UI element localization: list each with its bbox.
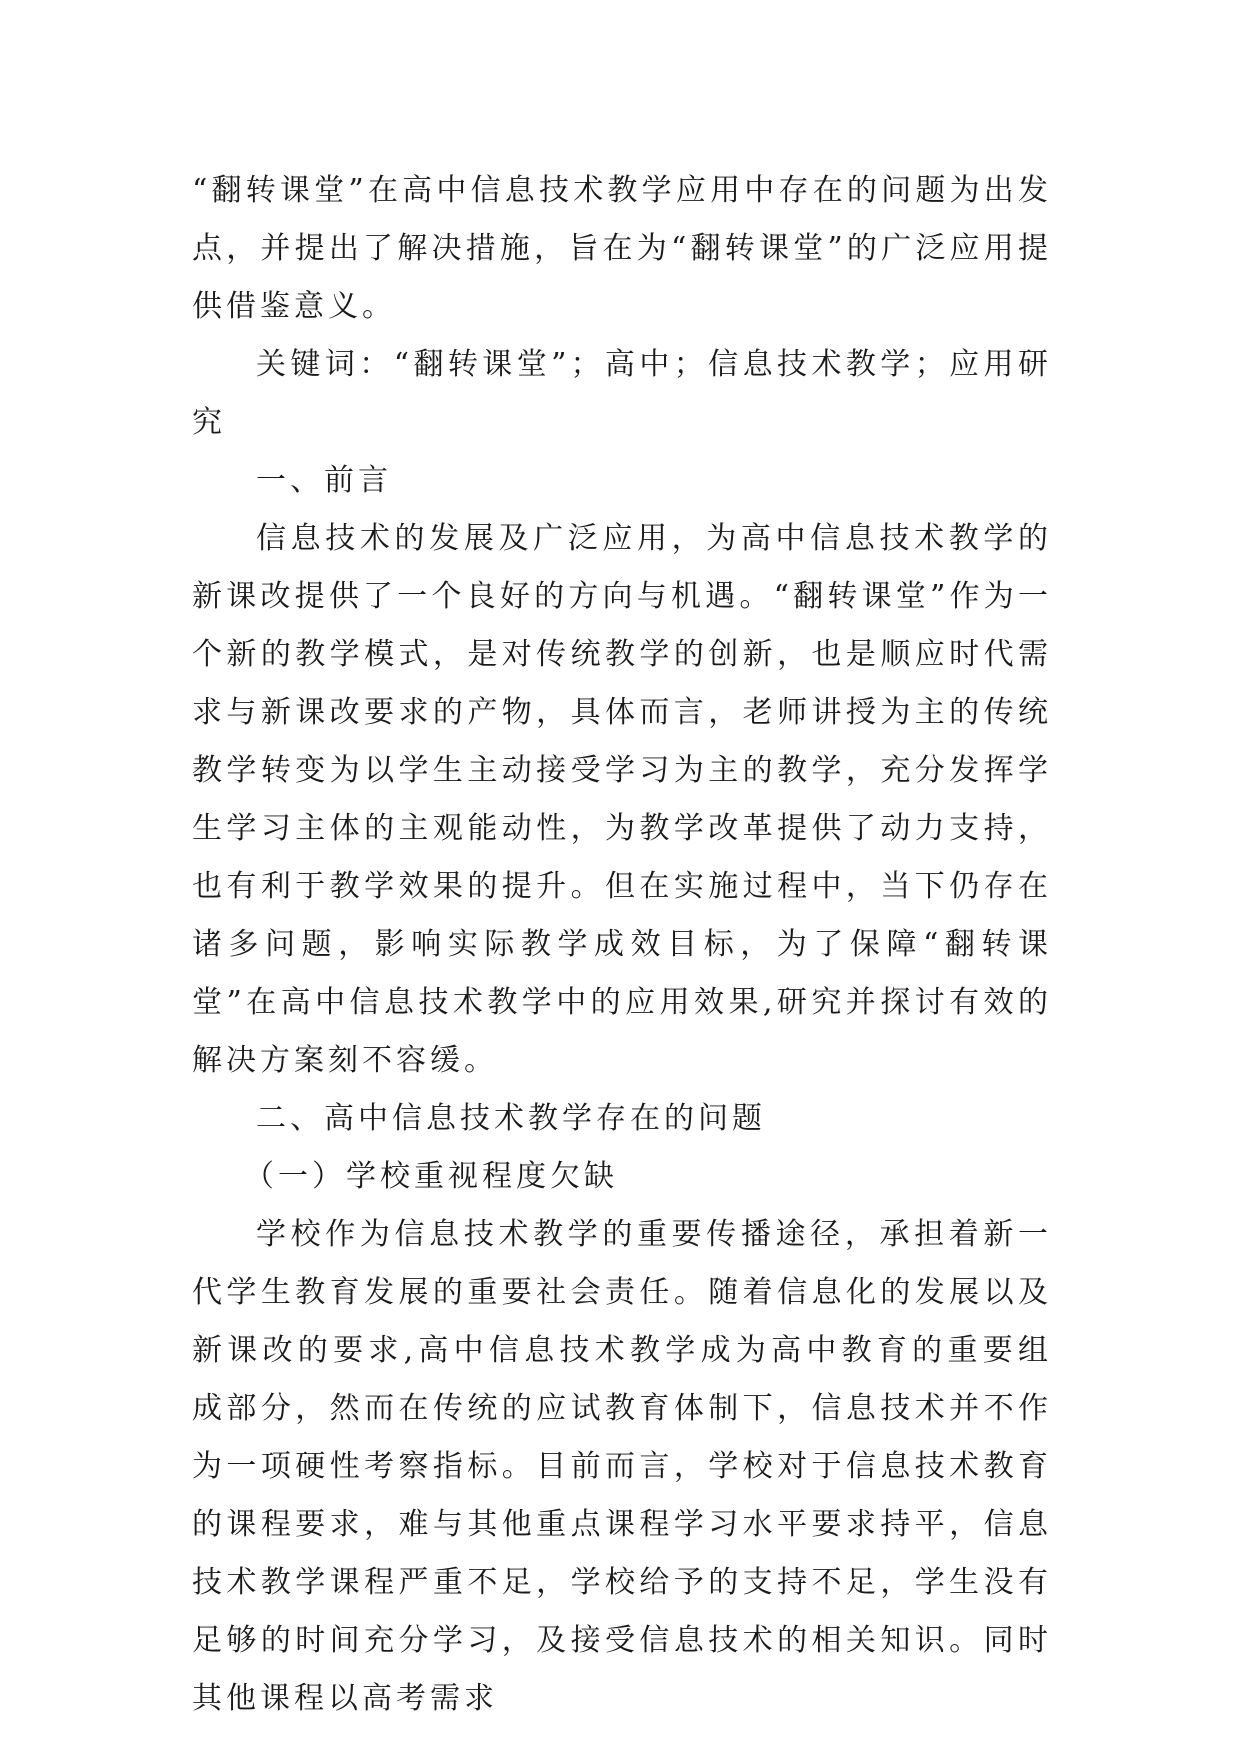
keywords-paragraph: 关键词：“翻转课堂”；高中；信息技术教学；应用研究: [192, 347, 1052, 440]
document-body: [192, 162, 1052, 1728]
abstract-tail-paragraph: “翻转课堂”在高中信息技术教学应用中存在的问题为出发点，并提出了解决措施，旨在为“翻转课堂”的广泛应用提供借鉴意义。: [192, 173, 1052, 324]
preface-body-paragraph: 信息技术的发展及广泛应用，为高中信息技术教学的新课改提供了一个良好的方向与机遇。“翻转课堂”作为一个新的教学模式，是对传统教学的创新，也是顺应时代需求与新课改要求的产物，具体而言，老师讲授为主的传统教学转变为以学生主动接受学习为主的教学，充分发挥学生学习主体的主观能动性，为教学改革提供了动力支持，也有利于教学效果的提升。但在实施过程中，当下仍存在诸多问题，影响实际教学成效目标，为了保障“翻转课堂”在高中信息技术教学中的应用效果,研究并探讨有效的解决方案刻不容缓。: [192, 521, 1052, 1078]
subsection-heading-school: （一）学校重视程度欠缺: [244, 1159, 618, 1194]
school-body-paragraph: 学校作为信息技术教学的重要传播途径，承担着新一代学生教育发展的重要社会责任。随着信息化的发展以及新课改的要求,高中信息技术教学成为高中教育的重要组成部分，然而在传统的应试教育体制下，信息技术并不作为一项硬性考察指标。目前而言，学校对于信息技术教育的课程要求，难与其他重点课程学习水平要求持平，信息技术教学课程严重不足，学校给予的支持不足，学生没有足够的时间充分学习，及接受信息技术的相关知识。同时其他课程以高考需求: [192, 1217, 1052, 1716]
section-heading-preface: 一、前言: [256, 463, 392, 498]
section-heading-problems: 二、高中信息技术教学存在的问题: [256, 1101, 766, 1136]
